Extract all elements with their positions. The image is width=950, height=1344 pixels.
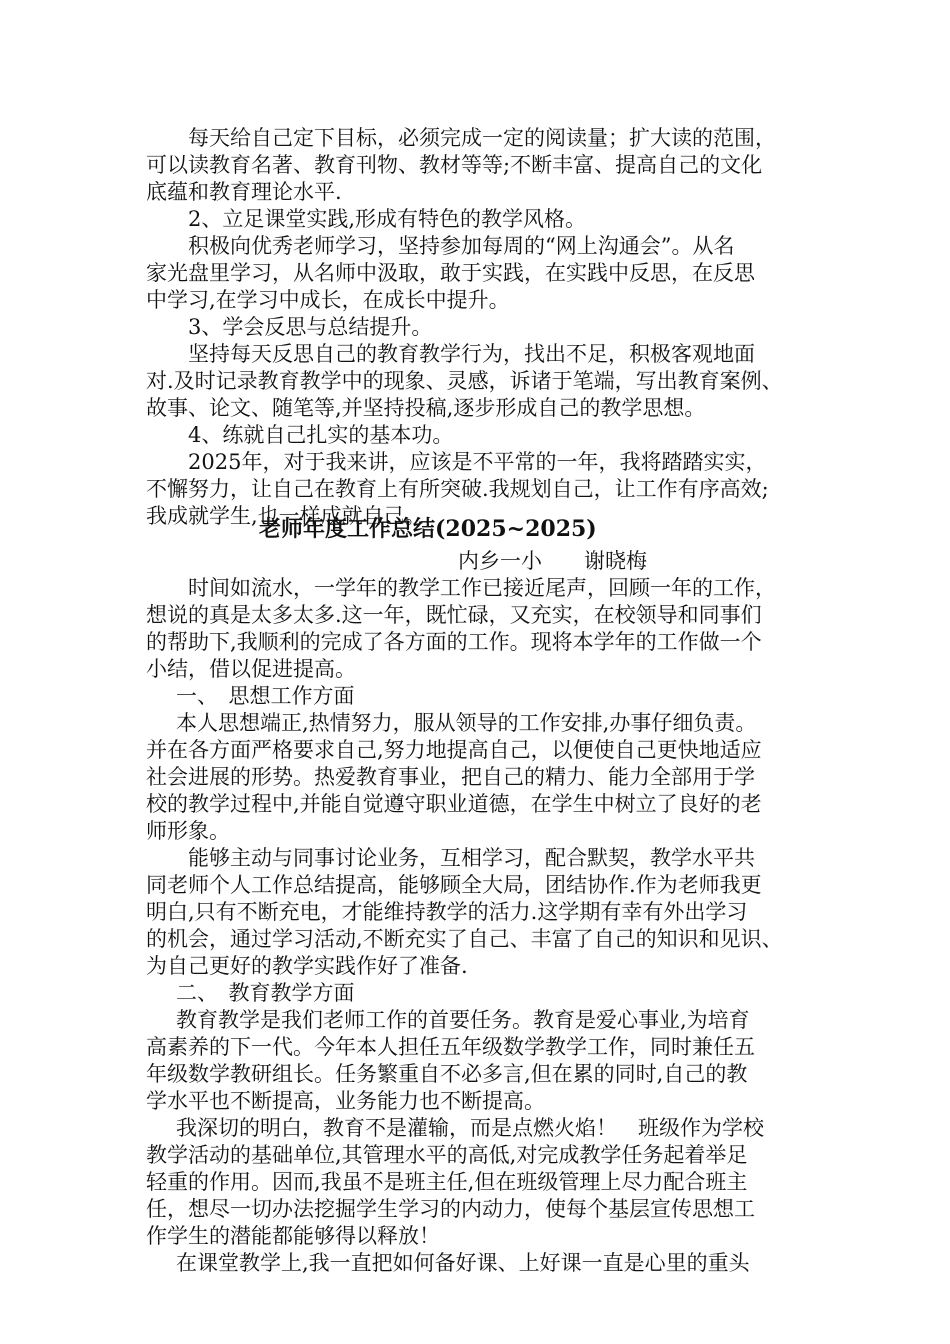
list-heading: 2、立足课堂实践,形成有特色的教学风格。 xyxy=(188,207,587,231)
paragraph-line: 同老师个人工作总结提高，能够顾全大局，团结协作.作为老师我更 xyxy=(146,873,762,897)
paragraph-line: 积极向优秀老师学习，坚持参加每周的“网上沟通会”。从名 xyxy=(188,234,735,258)
paragraph-line: 能够主动与同事讨论业务，互相学习，配合默契，教学水平共 xyxy=(188,846,755,870)
paragraph-line: 每天给自己定下目标，必须完成一定的阅读量；扩大读的范围， xyxy=(188,126,776,150)
paragraph-line: 坚持每天反思自己的教育教学行为，找出不足，积极客观地面 xyxy=(188,342,755,366)
paragraph-line: 可以读教育名著、教育刊物、教材等等;不断丰富、提高自己的文化 xyxy=(146,153,763,177)
list-heading: 3、学会反思与总结提升。 xyxy=(188,315,433,339)
paragraph-line: 的机会，通过学习活动,不断充实了自己、丰富了自己的知识和见识、 xyxy=(146,927,783,951)
paragraph-line: 年级数学教研组长。任务繁重自不必多言,但在累的同时,自己的教 xyxy=(146,1062,748,1086)
paragraph-line: 学水平也不断提高，业务能力也不断提高。 xyxy=(146,1089,545,1113)
article-title: 老师年度工作总结(2025~2025) xyxy=(259,516,597,542)
paragraph-line: 家光盘里学习，从名师中汲取，敢于实践，在实践中反思，在反思 xyxy=(146,261,755,285)
section-heading: 一、 思想工作方面 xyxy=(176,684,355,708)
paragraph-line: 轻重的作用。因而,我虽不是班主任,但在班级管理上尽力配合班主 xyxy=(146,1170,748,1194)
paragraph-line: 教育教学是我们老师工作的首要任务。教育是爱心事业,为培育 xyxy=(176,1008,750,1032)
paragraph-line: 想说的真是太多太多.这一年，既忙碌，又充实，在校领导和同事们 xyxy=(146,603,762,627)
paragraph-line: 我成就学生,也一样成就自己。 xyxy=(146,504,426,528)
paragraph-line: 师形象。 xyxy=(146,819,230,843)
list-heading: 4、练就自己扎实的基本功。 xyxy=(188,423,454,447)
paragraph-line: 小结，借以促进提高。 xyxy=(146,657,356,681)
paragraph-line: 故事、论文、随笔等,并坚持投稿,逐步形成自己的教学思想。 xyxy=(146,396,706,420)
paragraph-line: 中学习,在学习中成长，在成长中提升。 xyxy=(146,288,510,312)
paragraph-line: 高素养的下一代。今年本人担任五年级数学教学工作，同时兼任五 xyxy=(146,1035,755,1059)
paragraph-line: 的帮助下,我顺利的完成了各方面的工作。现将本学年的工作做一个 xyxy=(146,630,762,654)
paragraph-line: 2025年，对于我来讲，应该是不平常的一年，我将踏踏实实， xyxy=(188,450,767,474)
paragraph-line: 校的教学过程中,并能自觉遵守职业道德，在学生中树立了良好的老 xyxy=(146,792,762,816)
paragraph-line: 社会进展的形势。热爱教育事业，把自己的精力、能力全部用于学 xyxy=(146,765,755,789)
section-heading: 二、 教育教学方面 xyxy=(176,981,355,1005)
paragraph-line: 时间如流水，一学年的教学工作已接近尾声，回顾一年的工作， xyxy=(188,576,776,600)
paragraph-line: 不懈努力，让自己在教育上有所突破.我规划自己，让工作有序高效; xyxy=(146,477,769,501)
paragraph-line: 我深切的明白，教育不是灌输，而是点燃火焰！ 班级作为学校 xyxy=(176,1116,764,1140)
paragraph-line: 底蕴和教育理论水平. xyxy=(146,180,342,204)
paragraph-line: 教学活动的基础单位,其管理水平的高低,对完成教学任务起着举足 xyxy=(146,1143,748,1167)
paragraph-line: 本人思想端正,热情努力，服从领导的工作安排,办事仔细负责。 xyxy=(176,711,757,735)
paragraph-line: 任，想尽一切办法挖掘学生学习的内动力，使每个基层宣传思想工 xyxy=(146,1197,755,1221)
author-line: 内乡一小 谢晓梅 xyxy=(458,549,647,573)
paragraph-line: 在课堂教学上,我一直把如何备好课、上好课一直是心里的重头 xyxy=(176,1251,750,1275)
paragraph-line: 对.及时记录教育教学中的现象、灵感，诉诸于笔端，写出教育案例、 xyxy=(146,369,783,393)
paragraph-line: 作学生的潜能都能够得以释放！ xyxy=(146,1224,440,1248)
paragraph-line: 为自己更好的教学实践作好了准备. xyxy=(146,954,468,978)
paragraph-line: 并在各方面严格要求自己,努力地提高自己，以便使自己更快地适应 xyxy=(146,738,762,762)
paragraph-line: 明白,只有不断充电，才能维持教学的活力.这学期有幸有外出学习 xyxy=(146,900,748,924)
